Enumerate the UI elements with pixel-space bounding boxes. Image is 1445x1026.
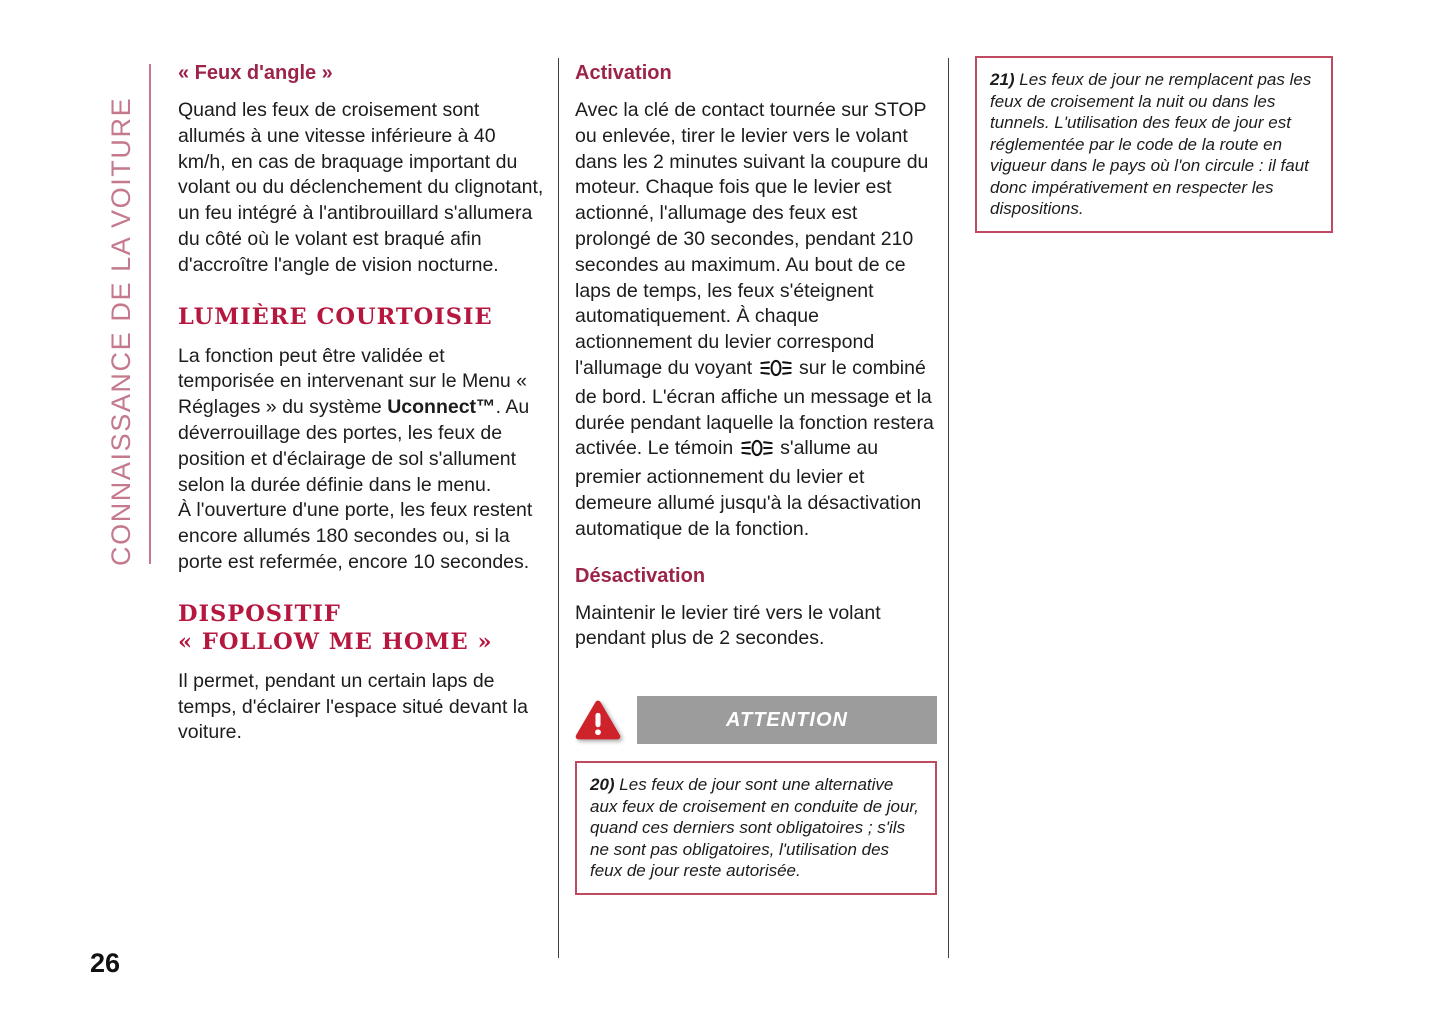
- note-number: 21): [990, 70, 1015, 89]
- column-left: [178, 62, 544, 746]
- headlight-indicator-icon: [760, 359, 792, 385]
- heading-feux-dangle: « Feux d'angle »: [178, 62, 333, 84]
- note-number: 20): [590, 775, 615, 795]
- warning-triangle-icon: [575, 699, 621, 741]
- paragraph-lumiere-courtoisie: [178, 344, 544, 499]
- text-run: s'allume au premier actionnement du levier et demeure allumé jusqu'à la désactivation automatique de la fonction.: [575, 437, 922, 540]
- attention-bar: [637, 696, 937, 744]
- note-text: Les feux de jour ne remplacent pas les feux de croisement la nuit ou dans les tunnels. L'utilisation des feux de jour est réglementée par le code de la route en vigueur dans le pays où l'on circule : il faut donc impérativement en respecter les dispositions.: [990, 70, 1312, 218]
- paragraph-ouverture-porte: À l'ouverture d'une porte, les feux restent encore allumés 180 secondes ou, si la porte est refermée, encore 10 secondes.: [178, 499, 533, 573]
- column-divider-1: [558, 58, 559, 958]
- paragraph-follow-me-home: Il permet, pendant un certain laps de temps, d'éclairer l'espace situé devant la voiture.: [178, 669, 528, 744]
- heading-desactivation: Désactivation: [575, 564, 706, 587]
- heading-line: DISPOSITIF: [178, 600, 341, 627]
- text-run: La fonction peut être validée et temporisée en intervenant sur le Menu « Réglages » du système: [178, 344, 528, 419]
- heading-lumiere-courtoisie: LUMIÈRE COURTOISIE: [178, 303, 493, 330]
- text-run: . Au déverrouillage des portes, les feux de position et d'éclairage de sol s'allument selon la durée définie dans le menu.: [178, 396, 530, 496]
- text-run: sur le combiné de bord. L'écran affiche un message et la durée pendant laquelle la fonction restera activée. Le témoin: [575, 356, 934, 460]
- headlight-indicator-icon: [741, 439, 773, 465]
- warning-icon-box: [575, 696, 637, 744]
- uconnect-bold-text: Uconnect™: [387, 396, 496, 419]
- column-center: [575, 62, 937, 895]
- heading-activation: Activation: [575, 62, 672, 84]
- paragraph-activation: [575, 98, 937, 543]
- column-right: [975, 56, 1333, 233]
- paragraph-desactivation: Maintenir le levier tiré vers le volant pendant plus de 2 secondes.: [575, 601, 881, 650]
- note-21: [975, 56, 1333, 233]
- page-number: 26: [90, 948, 121, 978]
- chapter-rule: [149, 64, 151, 564]
- heading-line: « FOLLOW ME HOME »: [178, 628, 493, 655]
- text-run: Avec la clé de contact tournée sur STOP ou enlevée, tirer le levier vers le volant dans les 2 minutes suivant la coupure du moteur. Chaque fois que le levier est actionné, l'allumage des feux est prolongé de 30 secondes, pendant 210 secondes au maximum. Au bout de ce laps de temps, les feux s'éteignent automatiquement. À chaque actionnement du levier correspond l'allumage du voyant: [575, 99, 929, 379]
- note-20: [575, 761, 937, 895]
- chapter-title-vertical: CONNAISSANCE DE LA VOITURE: [106, 96, 136, 566]
- heading-follow-me-home: [178, 600, 544, 656]
- attention-label: ATTENTION: [726, 708, 848, 731]
- attention-banner: [575, 696, 937, 744]
- paragraph-feux-dangle: Quand les feux de croisement sont allumés à une vitesse inférieure à 40 km/h, en cas de braquage important du volant ou du déclenchement du clignotant, un feu intégré à l'antibrouillard s'allumera du côté où le volant est braqué afin d'accroître l'angle de vision nocturne.: [178, 99, 544, 276]
- note-text: Les feux de jour sont une alternative aux feux de croisement en conduite de jour, quand ces derniers sont obligatoires ; s'ils ne sont pas obligatoires, l'utilisation des feux de jour reste autorisée.: [590, 775, 919, 881]
- column-divider-2: [948, 58, 949, 958]
